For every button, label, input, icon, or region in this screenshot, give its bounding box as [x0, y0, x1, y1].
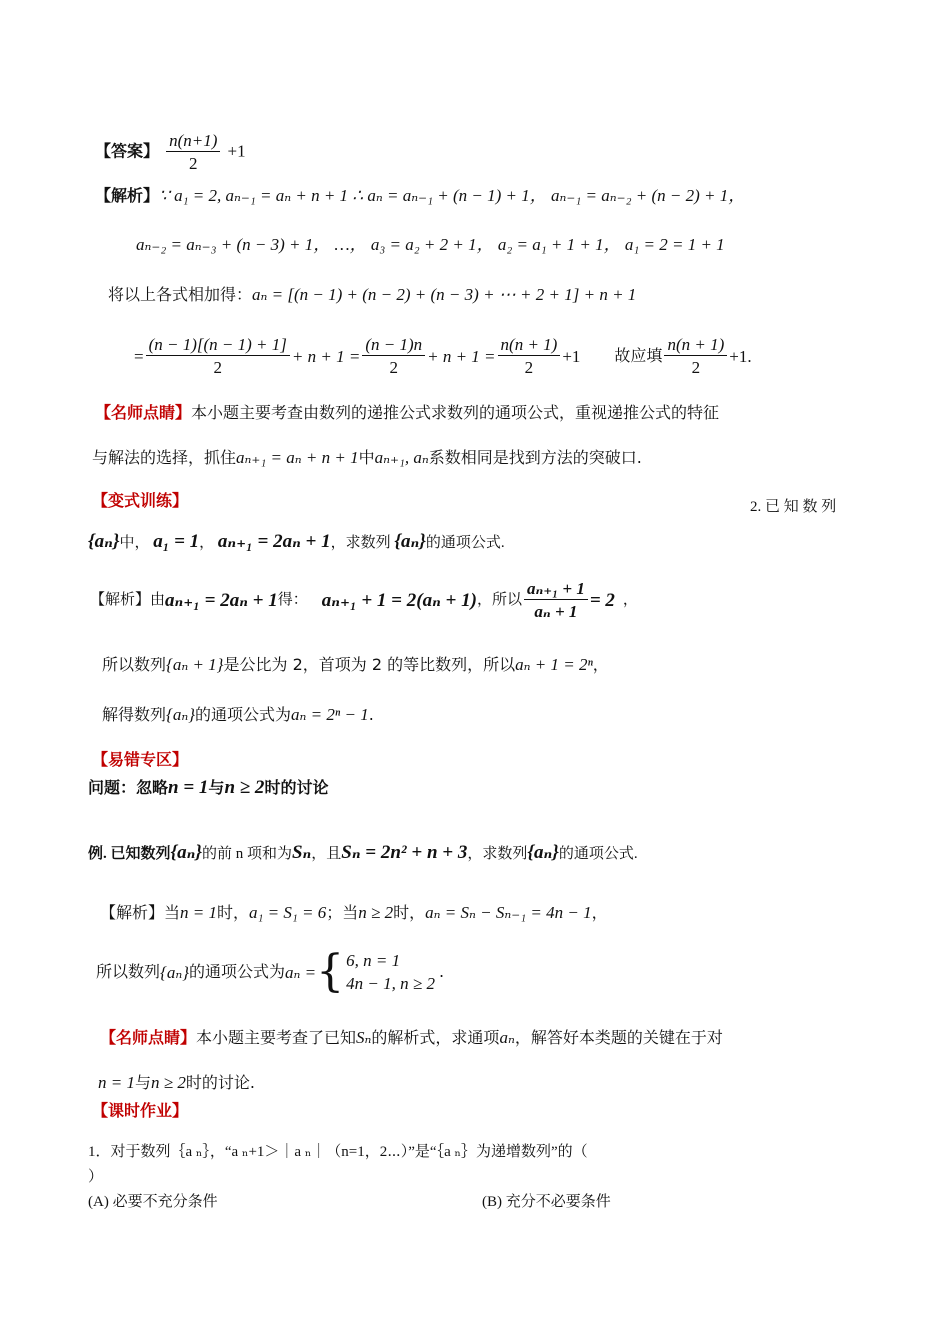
sequence-a: {aₙ}: [88, 531, 120, 552]
text: ；当: [326, 903, 359, 922]
example-label: 例. 已知数列: [88, 846, 171, 862]
variant-question: [88, 532, 505, 551]
math: n ≥ 2: [151, 1073, 186, 1092]
fraction-4-den: 2: [691, 358, 701, 377]
text: ，所以: [476, 591, 522, 608]
text: ，求数列: [467, 846, 528, 862]
text: ，求数列: [330, 535, 391, 551]
tip1-line1: [95, 405, 719, 421]
analysis1-line3-text: 将以上各式相加得：: [108, 285, 253, 304]
ratio-den: aₙ + 1: [534, 602, 578, 621]
text: 本小题主要考查了已知: [196, 1028, 357, 1047]
variant-number: 2. 已 知 数 列: [750, 499, 837, 515]
math: {aₙ}: [527, 842, 559, 863]
tip1-text2b: 中: [358, 448, 375, 467]
analysis1-label: 【解析】: [95, 186, 160, 205]
fraction-2: [362, 336, 425, 376]
tip1-text1: 本小题主要考查由数列的递推公式求数列的通项公式，重视递推公式的特征: [191, 403, 720, 422]
math: n = 1: [168, 777, 209, 798]
text: 时，: [217, 903, 250, 922]
math: Sₙ = 2n² + n + 3: [341, 842, 468, 863]
math: aₙ =: [285, 962, 317, 982]
text: ，且: [311, 846, 342, 862]
tip1-line2: [92, 449, 642, 466]
mistake-solution-line1: [100, 904, 608, 921]
ratio-value: = 2: [589, 589, 615, 611]
tip1-text2c: 系数相同是找到方法的突破口.: [428, 448, 642, 467]
math: {aₙ}: [166, 705, 196, 724]
eq-sign: =: [134, 346, 144, 366]
mistake-label: 【易错专区】: [92, 750, 189, 769]
text: 【解析】当: [100, 903, 181, 922]
math: aₙ = 2ⁿ − 1: [291, 705, 369, 724]
text: 所以数列: [102, 655, 167, 674]
transformed-recurrence: aₙ₊₁ + 1 = 2(aₙ + 1): [321, 589, 477, 611]
fraction-1-num: (n − 1)[(n − 1) + 1]: [146, 336, 290, 356]
homework-q1-line1: 1．对于数列｛a ₙ｝，“a ₙ+1＞｜a ₙ｜（n=1，2⋯）”是“｛a ₙ｝为递增数列”的（: [88, 1144, 588, 1160]
ratio-fraction: [524, 580, 588, 620]
fraction-2-num: (n − 1)n: [362, 336, 425, 356]
homework-option-a: (A) 必要不充分条件: [88, 1194, 218, 1210]
answer-label: 【答案】: [95, 141, 160, 161]
term-1: + n + 1 =: [291, 346, 361, 366]
text: 得：: [277, 591, 308, 608]
cases: [346, 952, 435, 992]
math: aₙ = Sₙ − Sₙ₋₁ = 4n − 1: [425, 903, 592, 922]
math: {aₙ + 1}: [166, 655, 224, 674]
text: 时的讨论: [264, 778, 329, 797]
math: Sₙ: [356, 1028, 372, 1047]
text: 的通项公式.: [425, 535, 505, 551]
text: 的通项公式为: [189, 962, 286, 981]
tip1-math2: aₙ₊₁, aₙ: [374, 448, 429, 467]
text: 的前 n 项和为: [201, 846, 292, 862]
fraction-4-num: n(n + 1): [664, 336, 727, 356]
fraction-3-den: 2: [524, 358, 534, 377]
homework-option-b: (B) 充分不必要条件: [482, 1194, 611, 1210]
analysis1-line4: [134, 336, 752, 376]
text: 的通项公式为: [195, 705, 292, 724]
variant-label: 【变式训练】: [92, 491, 189, 510]
text: 中，: [119, 535, 150, 551]
text: 所以数列: [96, 962, 161, 981]
variant-solution-line2: [102, 656, 609, 673]
fraction-3-num: n(n + 1): [498, 336, 561, 356]
text: 与: [208, 778, 225, 797]
tip2-line2: [98, 1074, 255, 1091]
fill-text: 故应填: [614, 346, 663, 365]
fraction-3: [498, 336, 561, 376]
piecewise-brace: [316, 946, 435, 997]
analysis1-line3: [108, 286, 636, 303]
sequence-a: {aₙ}: [394, 531, 426, 552]
recurrence: aₙ₊₁ = 2aₙ + 1: [217, 531, 331, 552]
homework-label: 【课时作业】: [92, 1101, 189, 1120]
text: 时，: [393, 903, 426, 922]
math: Sₙ: [291, 842, 312, 863]
term-4: +1.: [729, 346, 752, 366]
text: ，: [199, 535, 215, 551]
math: aₙ: [499, 1028, 515, 1047]
left-brace: {: [316, 946, 345, 997]
variant-solution-line1: [90, 580, 638, 620]
text: 与: [134, 1073, 151, 1092]
tip1-math1: aₙ₊₁ = aₙ + n + 1: [236, 448, 359, 467]
answer-denominator: 2: [189, 154, 198, 173]
text: 的解析式，求通项: [371, 1028, 500, 1047]
math: n ≥ 2: [224, 777, 265, 798]
text: ，: [622, 591, 638, 608]
answer-tail: +1: [227, 141, 246, 161]
tip2-label: 【名师点睛】: [100, 1028, 197, 1047]
analysis1-line3-math: aₙ = [(n − 1) + (n − 2) + (n − 3) + ⋯ + 2 + 1] + n + 1: [252, 285, 637, 304]
fraction-2-den: 2: [389, 358, 398, 377]
fraction-4: [664, 336, 727, 376]
term-3: +1: [562, 346, 581, 366]
math: a₁ = S₁ = 6: [249, 903, 327, 922]
math: {aₙ}: [170, 842, 202, 863]
text: ，: [592, 655, 609, 674]
text: 时的讨论.: [185, 1073, 255, 1092]
homework-q1-line2: ）: [88, 1169, 104, 1185]
tip2-line1: [100, 1029, 723, 1046]
text: .: [368, 705, 374, 724]
math: {aₙ}: [160, 962, 190, 982]
text: 问题：忽略: [88, 778, 169, 797]
math: n ≥ 2: [358, 903, 394, 922]
fraction-1-den: 2: [213, 358, 222, 377]
answer-fraction: [166, 132, 220, 172]
math: aₙ + 1 = 2ⁿ: [515, 655, 593, 674]
fraction-1: [146, 336, 290, 376]
variant-solution-line3: [102, 706, 374, 723]
term-2: + n + 1 =: [427, 346, 496, 366]
analysis1-line2: aₙ₋₂ = aₙ₋₃ + (n − 3) + 1， …， a₃ = a₂ + 2 + 1， a₂ = a₁ + 1 + 1， a₁ = 2 = 1 + 1: [136, 235, 725, 254]
recurrence: aₙ₊₁ = 2aₙ + 1: [165, 589, 278, 611]
tip1-text2a: 与解法的选择，抓住: [92, 448, 237, 467]
text: 的通项公式.: [558, 846, 638, 862]
variant-solution-label: 【解析】由: [90, 591, 166, 608]
text: .: [438, 962, 445, 981]
answer-numerator: n(n+1): [166, 132, 220, 152]
answer-line: [95, 132, 246, 172]
initial-term: a₁ = 1: [153, 531, 200, 552]
math: n = 1: [180, 903, 217, 922]
text: 解得数列: [102, 705, 167, 724]
math: n = 1: [98, 1073, 135, 1092]
analysis1-line1: [95, 187, 745, 204]
case-1: 6, n = 1: [346, 951, 401, 970]
mistake-solution-line2: [96, 946, 445, 997]
mistake-example: [88, 843, 638, 862]
ratio-num: aₙ₊₁ + 1: [524, 580, 588, 600]
case-2: 4n − 1, n ≥ 2: [346, 974, 435, 993]
text: ，解答好本类题的关键在于对: [514, 1028, 723, 1047]
text: ，: [591, 903, 608, 922]
tip1-label: 【名师点睛】: [95, 403, 192, 422]
text: 是公比为 2，首项为 2 的等比数列，所以: [223, 655, 516, 674]
mistake-question: [88, 778, 328, 797]
analysis1-line1-math: ∵ a₁ = 2, aₙ₋₁ = aₙ + n + 1 ∴ aₙ = aₙ₋₁ + (n − 1) + 1， aₙ₋₁ = aₙ₋₂ + (n − 2) + 1，: [159, 186, 746, 205]
